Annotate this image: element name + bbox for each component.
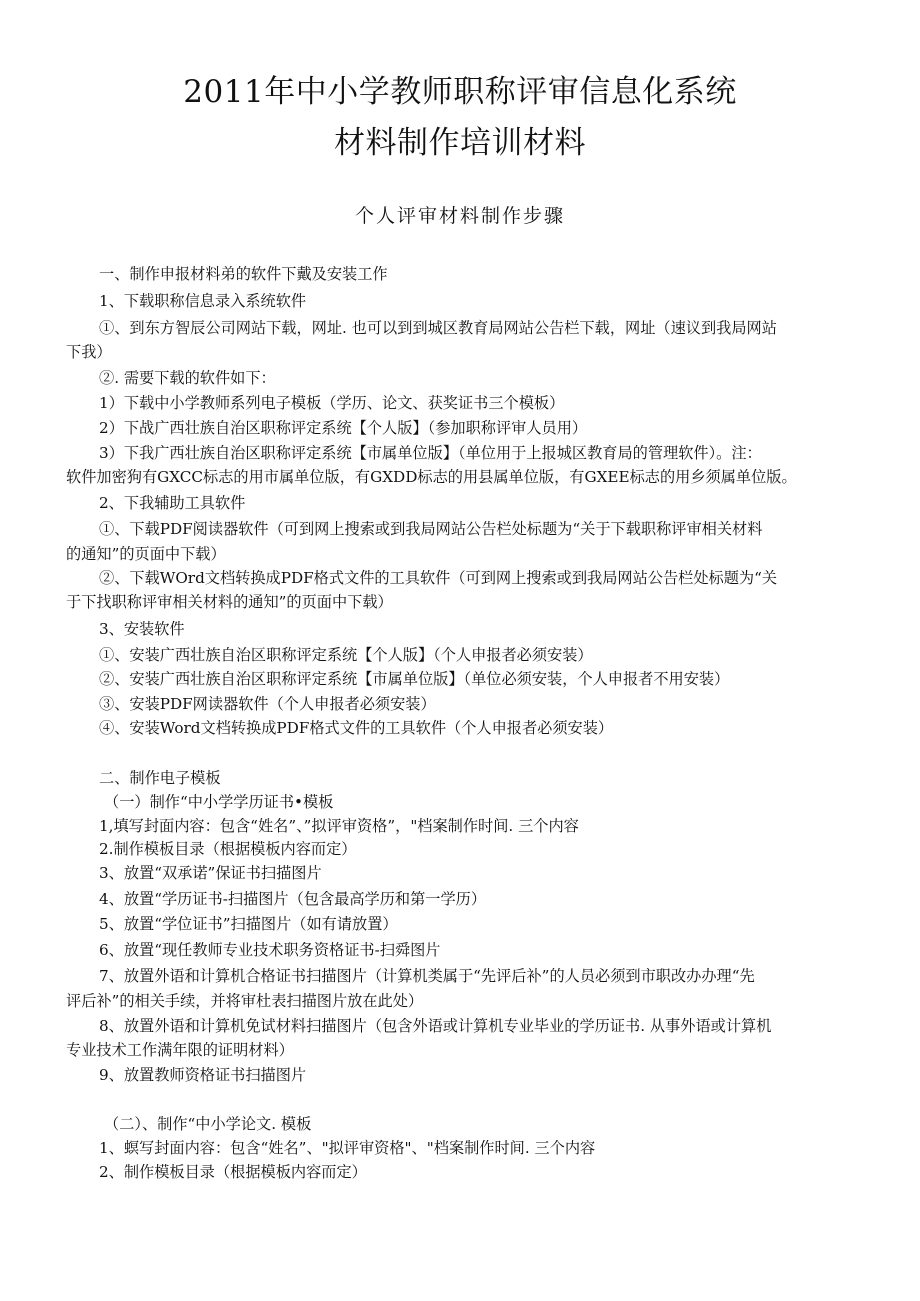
- document-subtitle: 个人评审材料制作步骤: [354, 205, 565, 227]
- list-item: 1、螟写封面内容：包含“姓名”、"拟评审资格"、"档案制作时间. 三个内容: [99, 1139, 596, 1157]
- list-item: 3、放置“双承诺”保证书扫描图片: [99, 864, 322, 882]
- step-heading: 2、下我辅助工具软件: [99, 494, 246, 512]
- step-heading: 3、安装软件: [99, 620, 185, 638]
- list-item: ①、安装广西壮族自治区职称评定系统【个人版】（个人申报者必须安装）: [99, 646, 593, 664]
- list-item: 5、放置“学位证书”扫描图片（如有请放置）: [99, 915, 398, 933]
- list-item: 9、放置教师资格证书扫描图片: [99, 1066, 307, 1084]
- paragraph-line: ①、下载PDF阅读器软件（可到网上搜索或到我局网站公告栏处标题为“关于下载职称评审相关材料: [99, 520, 763, 538]
- subsection-heading: （二）、制作“中小学论文. 模板: [104, 1115, 312, 1133]
- list-item: 8、放置外语和计算机免试材料扫描图片（包含外语或计算机专业毕业的学历证书. 从事外语或计算机: [99, 1017, 772, 1035]
- list-item: ②、安装广西壮族自治区职称评定系统【市属单位版】（单位必须安装，个人申报者不用安装）: [99, 670, 730, 688]
- list-item: 2、制作模板目录（根据模板内容而定）: [99, 1163, 367, 1181]
- section-heading: 二、制作电子模板: [99, 769, 221, 787]
- document-title-line-2: 材料制作培训材料: [334, 125, 586, 161]
- list-item: ③、安装PDF网读器软件（个人申报者必须安装）: [99, 695, 436, 713]
- paragraph-line: 于下找职称评审相关材料的通知”的页面中下载）: [66, 593, 393, 611]
- step-heading: 1、下载职称信息录入系统软件: [99, 292, 307, 310]
- subsection-heading: （一）制作“中小学学历证书•模板: [104, 793, 334, 811]
- paragraph-line: ②、下载WOrd文档转换成PDF格式文件的工具软件（可到网上搜索或到我局网站公告栏处标题为“关: [99, 569, 778, 587]
- paragraph-line: ②. 需要下载的软件如下：: [99, 369, 276, 387]
- list-item: 1,填写封面内容：包含“姓名”、”拟评审资格”，"档案制作时间. 三个内容: [99, 817, 579, 835]
- list-item: 4、放置“学历证书-扫描图片（包含最高学历和第一学历）: [99, 890, 487, 908]
- section-heading: 一、制作申报材料弟的软件下戴及安装工作: [99, 265, 388, 283]
- paragraph-line: ①、到东方智辰公司网站下载，网址. 也可以到到城区教育局网站公告栏下载，网址（速议到我局网站: [99, 319, 777, 337]
- paragraph-line: 软件加密狗有GXCC标志的用市属单位版，有GXDD标志的用县属单位版，有GXEE标志的用乡须属单位版。: [66, 468, 797, 486]
- list-item: 2）下战广西壮族自治区职称评定系统【个人版】（参加职称评审人员用）: [99, 419, 588, 437]
- document-title-line-1: 2011年中小学教师职称评审信息化系统: [183, 74, 737, 110]
- list-item: 3）下我广西壮族自治区职称评定系统【市属单位版】（单位用于上报城区教育局的管理软件）。注：: [99, 444, 762, 462]
- list-item: 1）下载中小学教师系列电子模板（学历、论文、获奖证书三个模板）: [99, 394, 565, 412]
- list-item: 2.制作模板目录（根据模板内容而定）: [99, 840, 357, 858]
- list-item: 7、放置外语和计算机合格证书扫描图片（计算机类属于“先评后补”的人员必须到市职改办办理“先: [99, 967, 755, 985]
- list-item: ④、安装Word文档转换成PDF格式文件的工具软件（个人申报者必须安装）: [99, 719, 614, 737]
- paragraph-line: 评后补”的相关手续，并将审杜表扫描图片放在此处）: [66, 992, 424, 1010]
- paragraph-line: 专业技术工作满年限的证明材料）: [66, 1041, 294, 1059]
- paragraph-line: 的通知”的页面中下载）: [66, 545, 226, 563]
- paragraph-line: 下我）: [66, 343, 112, 361]
- list-item: 6、放置“现任教师专业技术职务资格证书-扫舜图片: [99, 941, 441, 959]
